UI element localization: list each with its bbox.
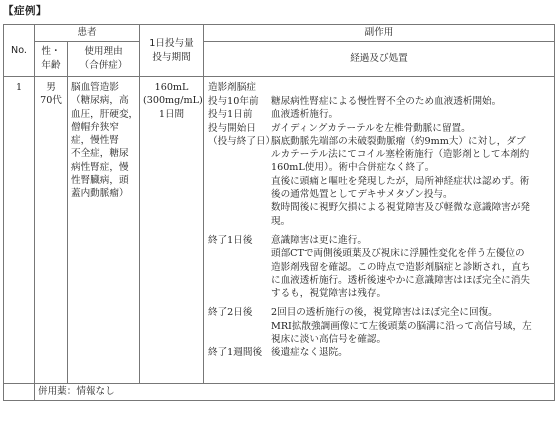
event-text: 意識障害は更に進行。 頭部CTで両側後頭葉及び視床に浮腫性変化を伴う左優位の 造影剤残留を確認。この時点で造影剤脳症と診断され，直ち に血液透析施行。透析後速やかに意識障害はほぼ完全に消失 するも，視覚障害は残存。	[271, 234, 531, 300]
event-text: ガイディングカテーテルを左椎骨動脈に留置。 脳底動脈先端部の未破裂動脈瘤（約9mm大）に対し，ダブ ルカテーテル法にてコイル塞栓術施行（造影剤として本剤約 160mL使用）。術中合併症なく終了。 直後に頭痛と嘔吐を発現したが，局所神経症状は認めず。術 後の通常処置としてデキサメタゾン投与。 数時間後に視野欠損による視覚障害及び軽微な意識障害が発 現。	[271, 122, 531, 227]
concomitant-row	[4, 384, 555, 401]
event-text: 糖尿病性腎症による慢性腎不全のため血液透析開始。	[271, 96, 502, 107]
event-text: 2回目の透析施行の後，視覚障害はほぼ完全に回復。 MRI拡散強調画像にて左後頭葉の脳溝に沿って高信号域，左 視床に淡い高信号を確認。	[271, 307, 532, 346]
case-course	[204, 77, 555, 384]
event-row	[208, 122, 551, 228]
event-row	[208, 306, 551, 346]
header-row-1	[4, 25, 555, 42]
adverse-reaction-name: 造影剤脳症	[208, 82, 256, 93]
col-adverse-reaction: 副作用	[204, 25, 555, 42]
event-text: 後遺症なく退院。	[271, 347, 348, 359]
event-label: 投与10年前	[208, 96, 259, 107]
event-label: 終了1週間後	[208, 347, 263, 359]
case-no: 1	[4, 77, 35, 384]
event-label: 終了2日後	[208, 307, 253, 319]
event-row	[208, 95, 551, 108]
case-row	[4, 77, 555, 384]
col-patient: 患者	[35, 25, 140, 42]
event-label: 終了1日後	[208, 234, 253, 246]
col-sex-age: 性・ 年齢	[35, 42, 68, 77]
col-dose: 1日投与量 投与期間	[140, 25, 204, 77]
concomitant-spacer	[4, 384, 35, 401]
event-row	[208, 234, 551, 300]
col-course: 経過及び処置	[204, 42, 555, 77]
col-no: No.	[4, 25, 35, 77]
case-table	[3, 24, 555, 401]
concomitant-drugs: 併用薬：情報なし	[35, 384, 555, 401]
header-row-2	[4, 42, 555, 77]
event-label: 投与1日前	[208, 109, 253, 121]
case-heading: 【症例】	[3, 5, 47, 17]
event-text: 血液透析施行。	[271, 109, 339, 121]
event-label: 投与開始日 （投与終了日）	[208, 122, 276, 147]
case-dose: 160mL (300mg/mL) 1日間	[140, 77, 204, 384]
event-row	[208, 346, 551, 359]
case-sex-age: 男 70代	[35, 77, 68, 384]
case-reason: 脳血管造影 （糖尿病，高 血圧，肝硬変， 僧帽弁狭窄 症，慢性腎 不全症，糖尿 病性腎症，慢 性腎臓病，頭 蓋内動脈瘤）	[68, 77, 140, 384]
col-reason: 使用理由 （合併症）	[68, 42, 140, 77]
event-row	[208, 108, 551, 121]
